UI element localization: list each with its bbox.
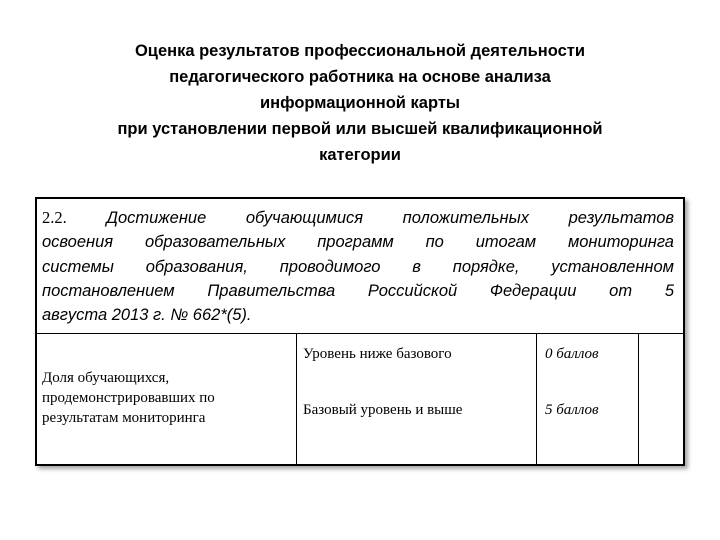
column-divider xyxy=(638,333,639,466)
criterion-number: 2.2. xyxy=(42,208,67,227)
criterion-line xyxy=(42,206,674,230)
criterion-description xyxy=(42,206,674,327)
title-line: при установлении первой или высшей квалификационной xyxy=(117,120,603,138)
level-cell: Базовый уровень и выше xyxy=(303,402,463,418)
criterion-line: постановлением Правительства Российской Федерации от 5 xyxy=(42,281,674,300)
indicator-line: Доля обучающихся, xyxy=(42,370,170,386)
column-divider xyxy=(296,333,297,466)
score-cell: 5 баллов xyxy=(545,402,599,418)
level-cell: Уровень ниже базового xyxy=(303,346,452,362)
criterion-line: освоения образовательных программ по итогам мониторинга xyxy=(42,233,674,252)
indicator-line: результатам мониторинга xyxy=(42,410,206,426)
title-line: Оценка результатов профессиональной деятельности xyxy=(134,42,586,60)
title-line: педагогического работника на основе анализа xyxy=(169,68,551,86)
title-line: категории xyxy=(319,146,401,164)
column-divider xyxy=(536,333,537,466)
score-cell: 0 баллов xyxy=(545,346,599,362)
table-divider xyxy=(35,333,685,334)
criterion-text: Достижение обучающимися положительных результатов xyxy=(106,209,674,227)
indicator-cell xyxy=(42,368,215,428)
slide-title xyxy=(40,38,680,168)
criterion-line: системы образования, проводимого в порядке, установленном xyxy=(42,257,674,276)
title-line: информационной карты xyxy=(259,94,460,112)
criterion-line: августа 2013 г. № 662*(5). xyxy=(42,306,252,325)
indicator-line: продемонстрировавших по xyxy=(42,390,215,406)
